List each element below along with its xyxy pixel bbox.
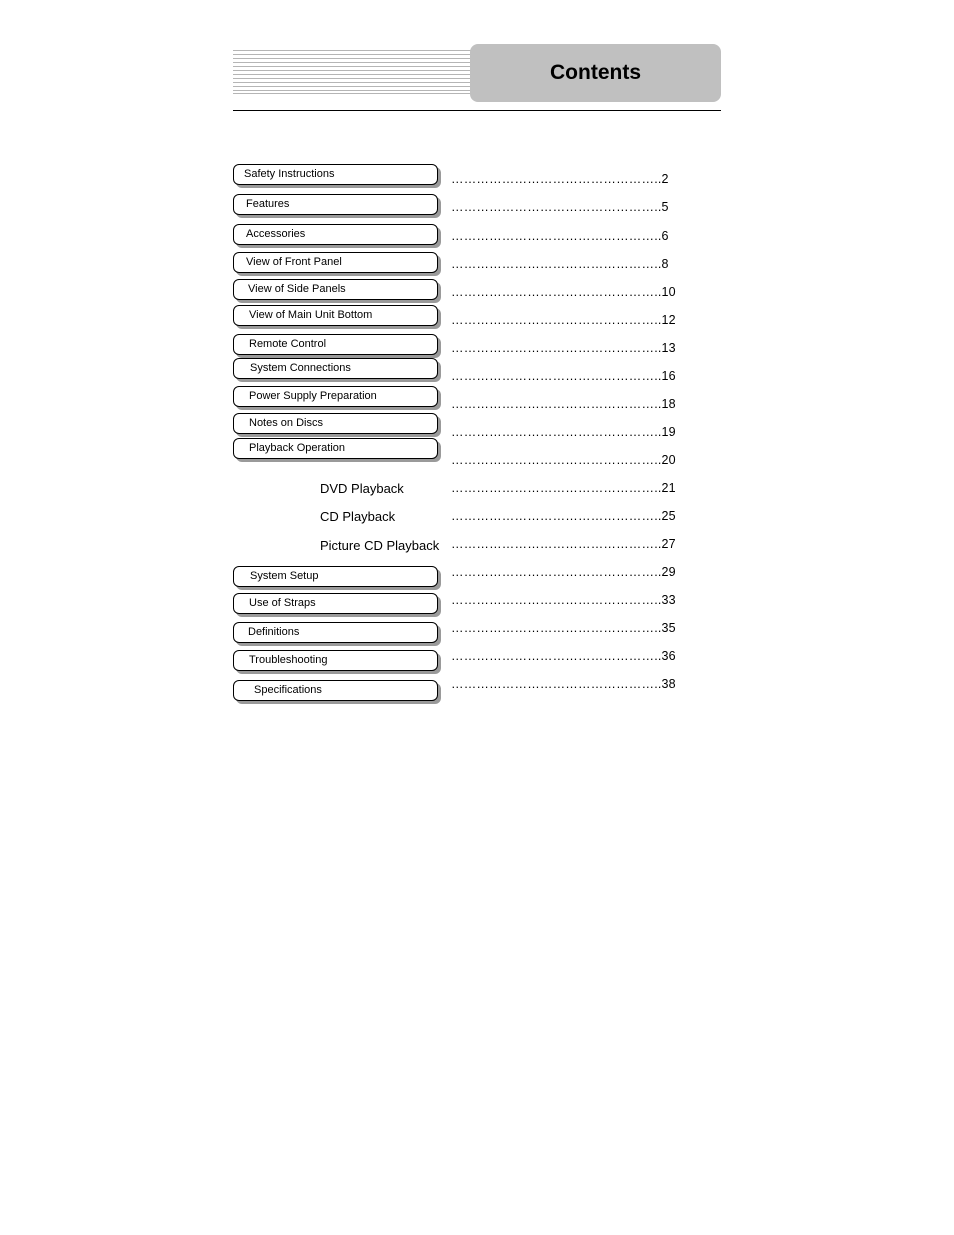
toc-section-side-panels[interactable]	[233, 279, 438, 300]
toc-leader-row	[451, 425, 676, 439]
toc-leader-row	[451, 285, 676, 299]
toc-leader-row	[451, 172, 669, 186]
toc-leader-row	[451, 341, 676, 355]
leader-dots: …………………………………………..	[451, 397, 662, 411]
toc-subsection-dvd-playback[interactable]: DVD Playback	[320, 481, 404, 496]
toc-section-label: View of Front Panel	[246, 256, 342, 268]
page-number: 36	[661, 649, 676, 663]
leader-dots: …………………………………………..	[451, 341, 662, 355]
leader-dots: …………………………………………..	[451, 200, 662, 214]
toc-section-label: Use of Straps	[249, 597, 316, 609]
toc-subsection-picture-cd-playback[interactable]: Picture CD Playback	[320, 538, 440, 553]
toc-section-label: View of Main Unit Bottom	[249, 309, 373, 321]
toc-section-label: View of Side Panels	[248, 283, 346, 295]
toc-section-features[interactable]	[233, 194, 438, 215]
toc-leader-row	[451, 369, 676, 383]
page-number: 2	[661, 172, 669, 186]
leader-dots: …………………………………………..	[451, 509, 662, 523]
leader-dots: …………………………………………..	[451, 537, 662, 551]
toc-section-use-of-straps[interactable]	[233, 593, 438, 614]
page-number: 19	[661, 425, 676, 439]
page-number: 29	[661, 565, 676, 579]
toc-section-system-connections[interactable]	[233, 358, 438, 379]
page-number: 25	[661, 509, 676, 523]
leader-dots: …………………………………………..	[451, 369, 662, 383]
toc-section-notes-on-discs[interactable]	[233, 413, 438, 434]
leader-dots: …………………………………………..	[451, 649, 662, 663]
leader-dots: …………………………………………..	[451, 565, 662, 579]
toc-leader-row	[451, 565, 676, 579]
page-title: Contents	[550, 60, 641, 84]
leader-dots: …………………………………………..	[451, 172, 662, 186]
toc-section-playback-operation[interactable]	[233, 438, 438, 459]
page-number: 12	[661, 313, 676, 327]
leader-dots: …………………………………………..	[451, 593, 662, 607]
toc-section-front-panel[interactable]	[233, 252, 438, 273]
page-number: 27	[661, 537, 676, 551]
leader-dots: …………………………………………..	[451, 285, 662, 299]
toc-section-label: System Connections	[250, 362, 351, 374]
toc-leader-row	[451, 453, 676, 467]
toc-leader-row	[451, 509, 676, 523]
page-number: 18	[661, 397, 676, 411]
toc-section-label: Definitions	[248, 626, 300, 638]
leader-dots: …………………………………………..	[451, 229, 662, 243]
leader-dots: …………………………………………..	[451, 621, 662, 635]
page-number: 20	[661, 453, 676, 467]
toc-section-label: Remote Control	[249, 338, 327, 350]
page-number: 13	[661, 341, 676, 355]
page-title-tab	[470, 44, 721, 102]
page-number: 38	[661, 677, 676, 691]
leader-dots: …………………………………………..	[451, 313, 662, 327]
toc-subsection-cd-playback[interactable]: CD Playback	[320, 509, 396, 524]
leader-dots: …………………………………………..	[451, 453, 662, 467]
page-number: 21	[661, 481, 676, 495]
toc-section-accessories[interactable]	[233, 224, 438, 245]
toc-leader-row	[451, 593, 676, 607]
toc-section-system-setup[interactable]	[233, 566, 438, 587]
toc-leader-row	[451, 677, 676, 691]
toc-section-definitions[interactable]	[233, 622, 438, 643]
toc-section-safety-instructions[interactable]	[233, 164, 438, 185]
page-number: 5	[661, 200, 669, 214]
page-number: 6	[661, 229, 669, 243]
toc-section-main-unit-bottom[interactable]	[233, 305, 438, 326]
toc-leader-row	[451, 200, 669, 214]
toc-section-label: System Setup	[250, 570, 319, 582]
toc-leader-row	[451, 229, 669, 243]
leader-dots: …………………………………………..	[451, 257, 662, 271]
toc-section-label: Accessories	[246, 228, 306, 240]
leader-dots: …………………………………………..	[451, 425, 662, 439]
header-rule	[233, 110, 721, 111]
leader-dots: …………………………………………..	[451, 677, 662, 691]
toc-leader-row	[451, 537, 676, 551]
toc-leader-row	[451, 621, 676, 635]
page-number: 8	[661, 257, 669, 271]
page-number: 10	[661, 285, 676, 299]
toc-leader-row	[451, 649, 676, 663]
toc-leader-row	[451, 257, 669, 271]
page-number: 35	[661, 621, 676, 635]
toc-leader-row	[451, 313, 676, 327]
leader-dots: …………………………………………..	[451, 481, 662, 495]
toc-section-label: Playback Operation	[249, 442, 345, 454]
page-number: 33	[661, 593, 676, 607]
toc-leader-row	[451, 481, 676, 495]
toc-section-troubleshooting[interactable]	[233, 650, 438, 671]
toc-section-label: Troubleshooting	[249, 654, 328, 666]
toc-section-label: Specifications	[254, 684, 322, 696]
toc-section-label: Features	[246, 198, 290, 210]
header-decorative-lines	[233, 50, 471, 94]
page-number: 16	[661, 369, 676, 383]
toc-section-remote-control[interactable]	[233, 334, 438, 355]
toc-section-label: Notes on Discs	[249, 417, 323, 429]
toc-section-label: Power Supply Preparation	[249, 390, 377, 402]
toc-section-label: Safety Instructions	[244, 168, 335, 180]
toc-section-power-supply[interactable]	[233, 386, 438, 407]
toc-section-specifications[interactable]	[233, 680, 438, 701]
toc-leader-row	[451, 397, 676, 411]
